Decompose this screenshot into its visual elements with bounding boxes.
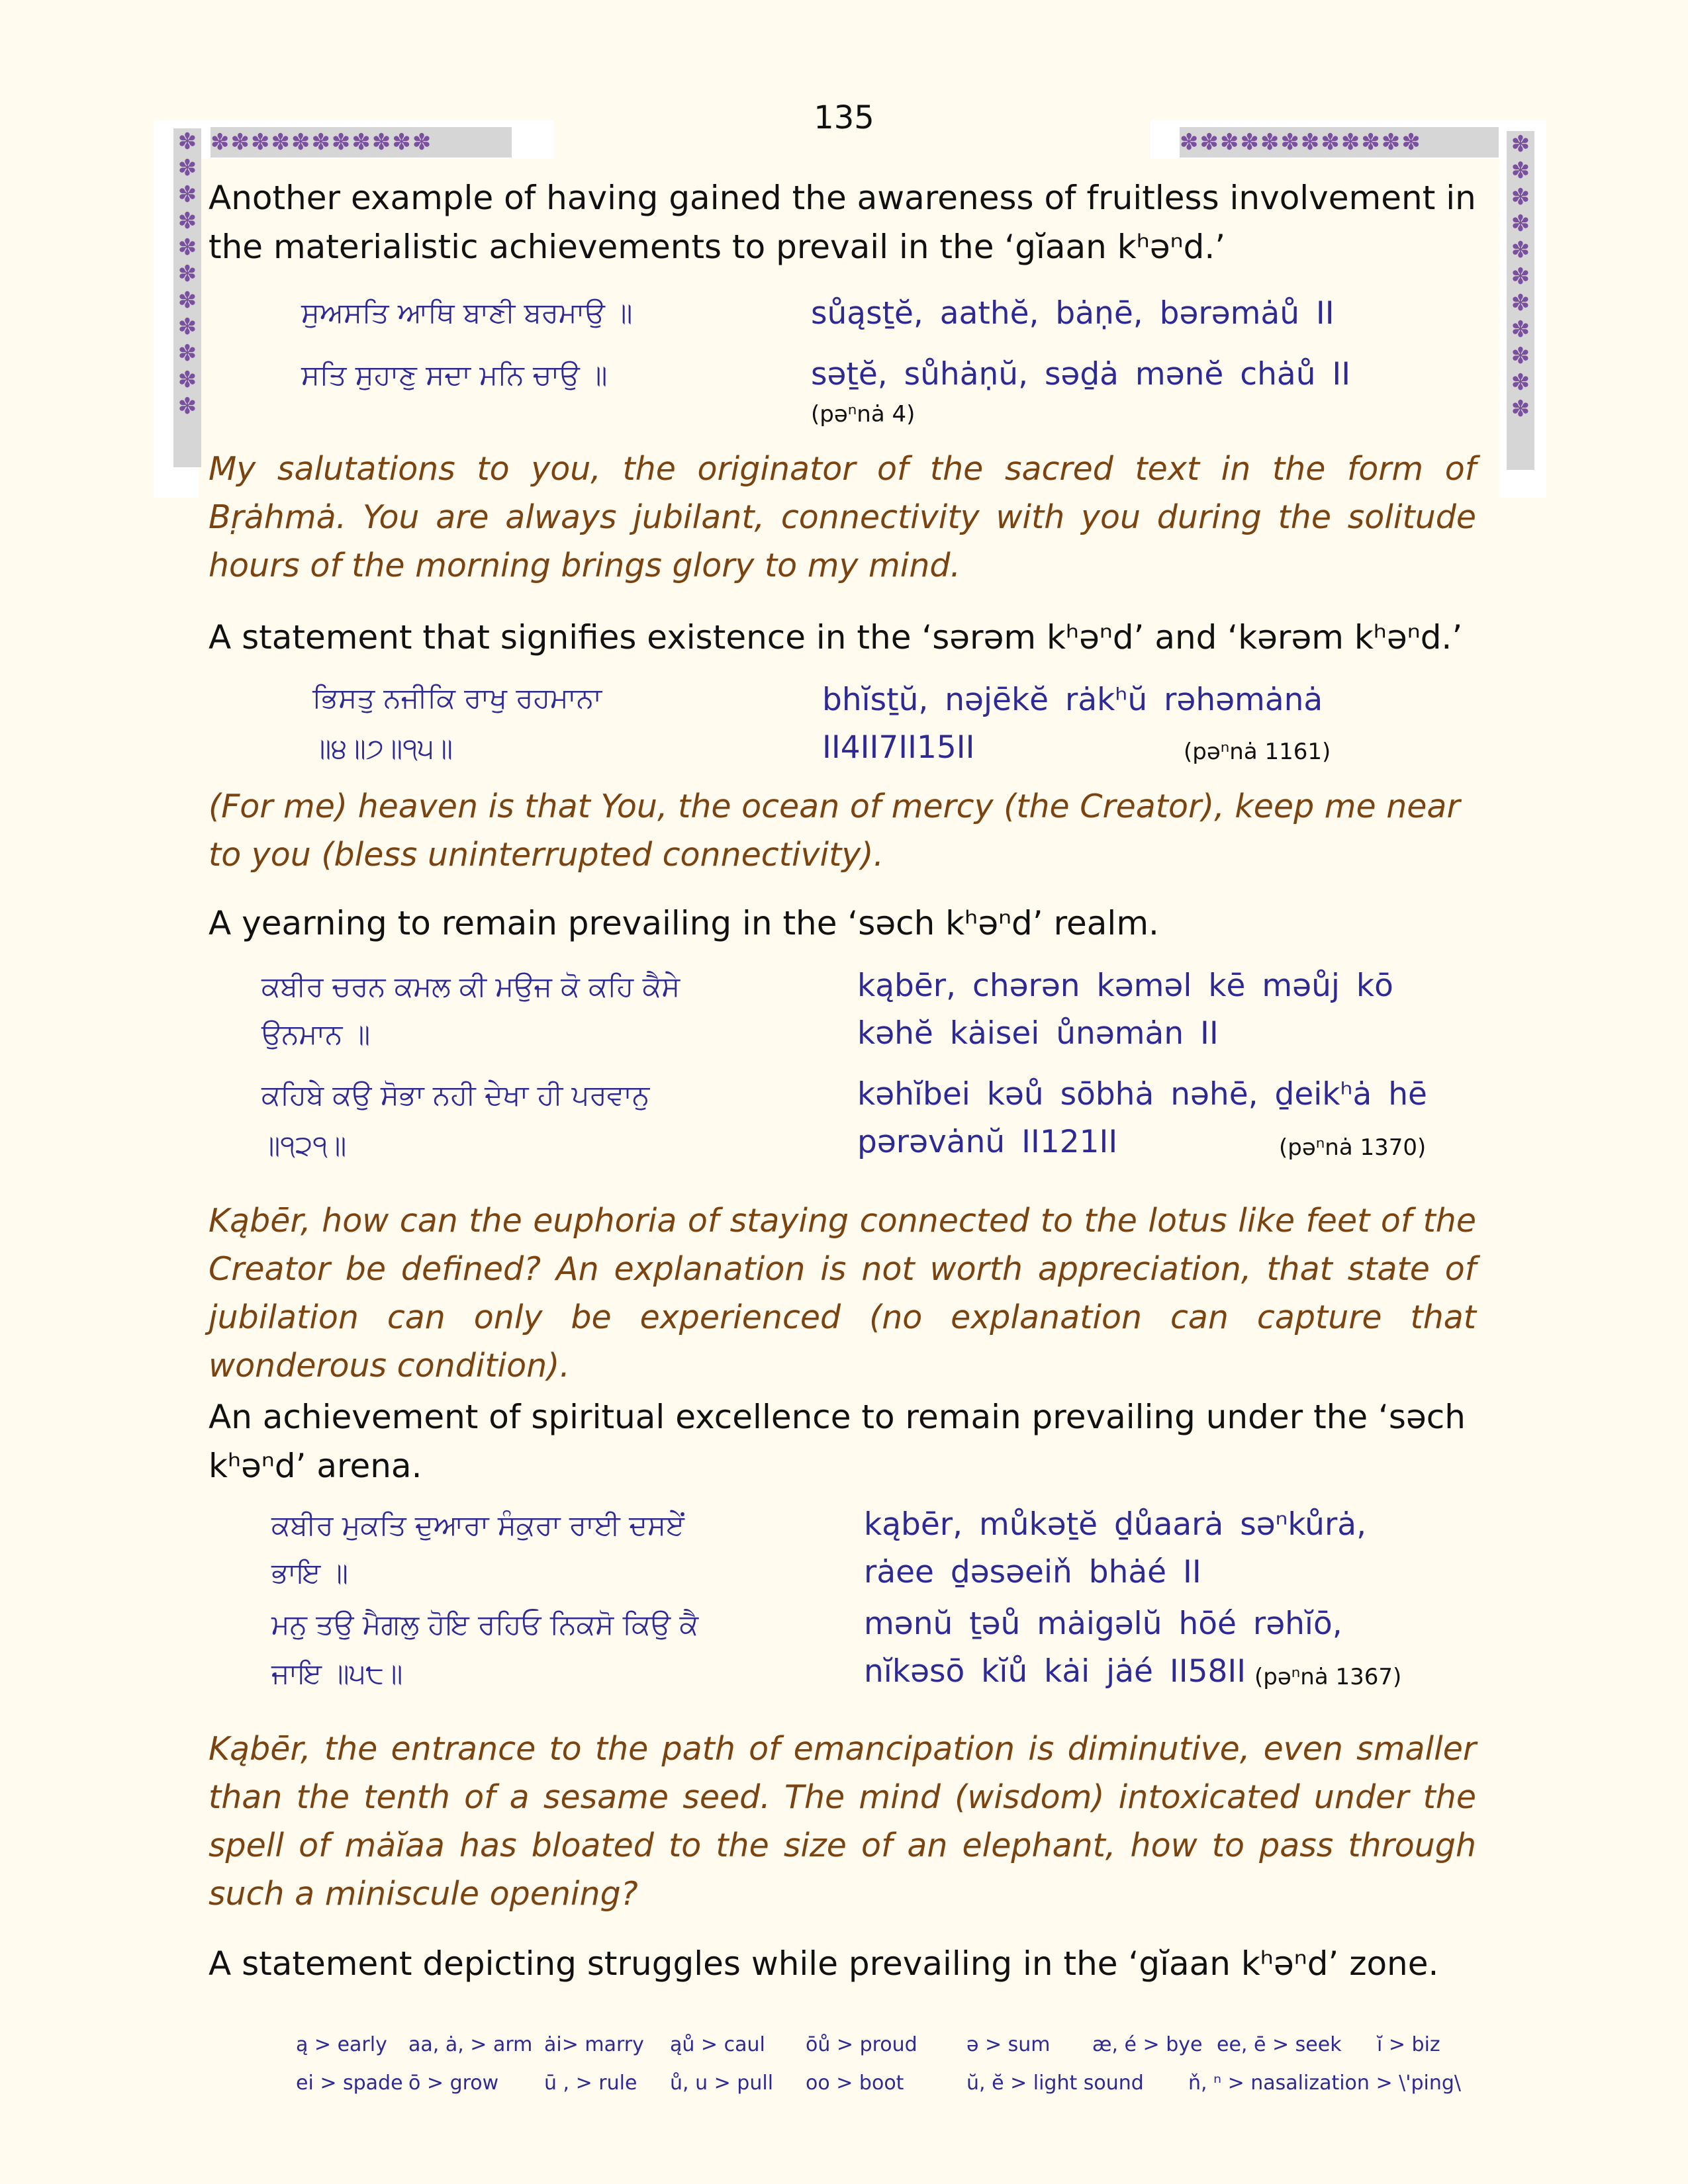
verse4-gurmukhi-line2: ਭਾਇ ॥ xyxy=(271,1557,348,1589)
intro-paragraph-1: Another example of having gained the awareness of fruitless involvement in the materialistic achievements to prevail in the ‘gĭaan kʰəⁿd.’ xyxy=(209,179,1476,266)
legend-r1-3: ąů > caul xyxy=(670,2033,765,2056)
page-number: 135 xyxy=(814,99,874,136)
legend-r1-2: ȧi> marry xyxy=(544,2033,644,2056)
verse4-gurmukhi-line3: ਮਨੁ ਤਉ ਮੈਗਲੁ ਹੋਇ ਰਹਿਓ ਨਿਕਸੋ ਕਿਉ ਕੈ xyxy=(271,1608,699,1641)
legend-r1-1: aa, ȧ, > arm xyxy=(408,2033,533,2056)
border-flowers-top-right: ✽✽✽✽✽✽✽✽✽✽✽✽ xyxy=(1180,127,1499,158)
verse4-gurmukhi-line1: ਕਬੀਰ ਮੁਕਤਿ ਦੁਆਰਾ ਸੰਕੁਰਾ ਰਾਈ ਦਸਏਂ xyxy=(271,1509,684,1541)
verse4-gurmukhi-line4: ਜਾਇ ॥੫੮॥ xyxy=(271,1657,403,1690)
verse3-translit-line2: kəhĕ kȧisei ůnəmȧn II xyxy=(857,1015,1219,1052)
legend-r2-2: ū , > rule xyxy=(544,2071,637,2095)
verse4-translit-line3: mənŭ ṯəů mȧigəlŭ hōé rəhĭō, xyxy=(864,1606,1342,1642)
legend-r2-6: ň, ⁿ > nasalization > \'ping\ xyxy=(1188,2071,1462,2095)
legend-r2-1: ō > grow xyxy=(408,2071,499,2095)
verse1-translit-line2: səṯĕ, sůhȧṇŭ, səḏȧ mənĕ chȧů II xyxy=(811,356,1351,392)
verse1-reference: (pəⁿnȧ 4) xyxy=(811,401,915,428)
verse2-translit-line1: bhĭsṯŭ, nəjēkĕ rȧkʰŭ rəhəmȧnȧ xyxy=(822,682,1323,718)
border-flowers-left-text: ✽✽✽✽✽✽✽✽✽✽✽ xyxy=(177,128,197,420)
verse4-translit-line1: kąbēr, můkəṯĕ ḏůaarȧ səⁿkůrȧ, xyxy=(864,1506,1367,1543)
verse2-translit-line2: II4II7II15II xyxy=(822,729,975,766)
legend-r2-4: oo > boot xyxy=(806,2071,904,2095)
legend-r2-5: ŭ, ĕ > light sound xyxy=(966,2071,1144,2095)
intro-paragraph-4: An achievement of spiritual excellence to remain prevailing under the ‘səch kʰəⁿd’ arena. xyxy=(209,1398,1466,1485)
legend-r2-0: ei > spade xyxy=(296,2071,403,2095)
translation-1: My salutations to you, the originator of the sacred text in the form of Bṛȧhmȧ. You are always jubilant, connectivity with you during the solitude hours of the morning brings glory to my mind. xyxy=(209,450,1476,584)
verse3-translit-line1: kąbēr, chərən kəməl kē məůj kō xyxy=(857,968,1393,1004)
verse3-reference: (pəⁿnȧ 1370) xyxy=(1279,1134,1427,1161)
verse4-translit-line2: rȧee ḏəsəeiň bhȧé II xyxy=(864,1554,1201,1590)
legend-r2-3: ů, u > pull xyxy=(670,2071,774,2095)
verse3-gurmukhi-line1: ਕਬੀਰ ਚਰਨ ਕਮਲ ਕੀ ਮਉਜ ਕੋ ਕਹਿ ਕੈਸੇ xyxy=(261,970,680,1003)
border-flowers-top-left: ✽✽✽✽✽✽✽✽✽✽✽ xyxy=(211,127,512,158)
border-flowers-right-text: ✽✽✽✽✽✽✽✽✽✽✽ xyxy=(1511,131,1530,422)
legend-r1-4: ōů > proud xyxy=(806,2033,917,2056)
verse1-translit-line1: sůąsṯĕ, aathĕ, bȧṇē, bərəmȧů II xyxy=(811,295,1335,332)
translation-2: (For me) heaven is that You, the ocean of mercy (the Creator), keep me near to you (bless uninterrupted connectivity). xyxy=(209,788,1460,874)
intro-paragraph-5: A statement depicting struggles while prevailing in the ‘gĭaan kʰəⁿd’ zone. xyxy=(209,1944,1439,1983)
legend-r1-5: ə > sum xyxy=(966,2033,1051,2056)
verse3-translit-line3: kəhĭbei kəů sōbhȧ nəhē, ḏeikʰȧ hē xyxy=(857,1076,1427,1113)
verse2-reference: (pəⁿnȧ 1161) xyxy=(1184,739,1331,765)
verse2-gurmukhi-line2: ॥੪॥੭॥੧੫॥ xyxy=(312,732,453,764)
verse4-reference: (pəⁿnȧ 1367) xyxy=(1254,1664,1402,1690)
verse3-gurmukhi-line2: ਉਨਮਾਨ ॥ xyxy=(261,1018,371,1050)
verse1-gurmukhi-line1: ਸੁਅਸਤਿ ਆਥਿ ਬਾਣੀ ਬਰਮਾਉ ॥ xyxy=(301,296,633,329)
legend-r1-6: æ, é > bye xyxy=(1092,2033,1203,2056)
verse4-translit-line4: nĭkəsō kĭů kȧi jȧé II58II xyxy=(864,1653,1246,1690)
verse3-gurmukhi-line4: ॥੧੨੧॥ xyxy=(261,1129,347,1161)
translation-4: Kąbēr, the entrance to the path of emancipation is diminutive, even smaller than the tenth of a sesame seed. The mind (wisdom) intoxicated under the spell of mȧĭaa has bloated to the size of an elephant, how to pass through such a miniscule opening? xyxy=(209,1730,1476,1913)
legend-r1-0: ą > early xyxy=(296,2033,387,2056)
legend-r1-8: ĭ > biz xyxy=(1377,2033,1440,2056)
border-flowers-left xyxy=(173,128,201,467)
legend-r1-7: ee, ē > seek xyxy=(1217,2033,1342,2056)
verse2-gurmukhi-line1: ਭਿਸਤੁ ਨਜੀਕਿ ਰਾਖੁ ਰਹਮਾਨਾ xyxy=(312,682,602,714)
intro-paragraph-3: A yearning to remain prevailing in the ‘səch kʰəⁿd’ realm. xyxy=(209,904,1159,942)
translation-3: Kąbēr, how can the euphoria of staying connected to the lotus like feet of the Creator be defined? An explanation is not worth appreciation, that state of jubilation can only be experienced (no explanation can capture that wonderous condition). xyxy=(209,1202,1476,1385)
intro-paragraph-2: A statement that signifies existence in the ‘sərəm kʰəⁿd’ and ‘kərəm kʰəⁿd.’ xyxy=(209,618,1463,657)
verse3-gurmukhi-line3: ਕਹਿਬੇ ਕਉ ਸੋਭਾ ਨਹੀ ਦੇਖਾ ਹੀ ਪਰਵਾਨੁ xyxy=(261,1079,650,1111)
verse1-gurmukhi-line2: ਸਤਿ ਸੁਹਾਣੁ ਸਦਾ ਮਨਿ ਚਾਉ ॥ xyxy=(301,359,608,391)
verse3-translit-line4: pərəvȧnŭ II121II xyxy=(857,1124,1118,1160)
border-flowers-right xyxy=(1507,131,1534,470)
